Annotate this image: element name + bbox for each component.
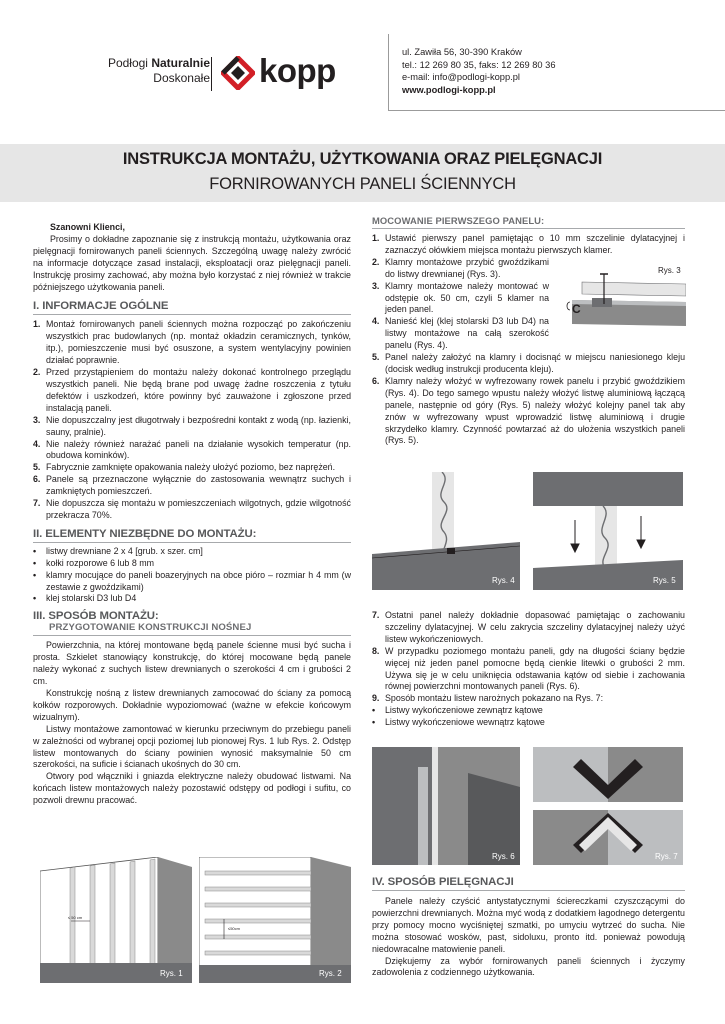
page-subtitle: FORNIROWANYCH PANELI ŚCIENNYCH [209,175,516,193]
tagline-bold: Naturalnie [151,56,210,70]
mounting-rule [372,228,685,229]
next-panel-illustration [533,472,683,590]
list-item: • Listwy wykończeniowe wewnątrz kątowe [372,717,545,728]
figure-rys2 [199,857,351,983]
rys2-label: Rys. 2 [319,969,342,978]
section4-heading: IV. SPOSÓB PIELĘGNACJI [372,876,514,888]
section3-paragraph: Konstrukcję nośną z listew drewnianych zamocować do ściany za pomocą kołków rozporowych. Dokładnie wypoziomować (ważne w efekcie końcowym wizualnym). [33,688,351,722]
list-item: 7. Nie dopuszcza się montażu w pomieszczeniach wilgotnych, gdzie wilgotność przekracza 70%. [33,498,351,520]
list-item: 3. Nie dopuszczalny jest długotrwały i bezpośredni kontakt z wodą (np. łazienki, sauny, pralnie). [33,414,351,437]
greeting: Szanowni Klienci, [50,222,125,232]
right-column-middle [372,610,685,729]
rys2-dimension: ≤50cm [228,926,240,931]
kopp-logo-icon [221,56,255,90]
brand-divider [211,57,212,91]
section3-heading: III. SPOSÓB MONTAŻU: [33,610,159,623]
intro-text: Prosimy o dokładne zapoznanie się z instrukcją montażu, użytkowania oraz pielęgnacji fornirowanych paneli ściennych. Szczególną uwagę należy zwrócić na informacje dotyczące zasad instalacji, eksploatacji oraz pielęgnacji paneli. Instrukcję prosimy zachować, aby można było korzystać z niej również w trakcie późniejszego użytkowania paneli. [33,233,351,292]
rys1-label: Rys. 1 [160,969,183,978]
list-item: 1. Montaż fornirowanych paneli ściennych można rozpocząć po zakończeniu wszystkich prac budowlanych (np. montaż okładzin ceramicznych, tynków, itp.), pomieszczenie musi być osuszone, a system wentylacyjny powinien działać poprawnie. [33,319,351,366]
contact-address: ul. Zawiła 56, 30-390 Kraków [402,47,522,57]
right-column-bottom [372,876,685,979]
left-column [33,222,351,807]
list-item: 6. Panele są przeznaczone wyłącznie do zastosowania wewnątrz suchych i zamkniętych pomieszczeń. [33,474,351,497]
rys6-label: Rys. 6 [492,852,515,861]
list-item: 1. Ustawić pierwszy panel pamiętając o 10 mm szczelinie dylatacyjnej i zaznaczyć ołówkiem miejsca montażu pierwszych klamer. [372,233,685,255]
rys5-label: Rys. 5 [653,576,676,585]
rys7-label: Rys. 7 [655,852,678,861]
list-item: 3. Klamry montażowe należy montować w odstępie ok. 50 cm, czyli 5 klamer na jeden panel. [372,280,549,315]
mounting-heading: MOCOWANIE PIERWSZEGO PANELU: [372,215,545,226]
rys1-dimension: ≤ 50 cm [68,915,83,920]
section3-paragraph: Powierzchnia, na której montowane będą panele ścienne musi być sucha i prosta. Szkielet stanowiący konstrukcję, do której mocowane będą panele należy wykonać z suchych listew drewnianych o szerokości 4 cm i grubości 2 cm. [33,640,351,687]
list-item: • Listwy wykończeniowe zewnątrz kątowe [372,705,543,716]
list-item: 5. Fabrycznie zamknięte opakowania należy ułożyć poziomo, bez naprężeń. [33,462,336,473]
logo-wordmark: kopp [259,52,336,89]
section3-paragraph: Listwy montażowe zamontować w kierunku przeciwnym do przebiegu paneli w zależności od wybranej opcji poziomej lub pionowej Rys. 1 lub Rys. 2. Odstęp listew montowanych do ściany powinien wynosić maksymalnie 50 cm szerokości, na suficie i ścianach ukośnych do 30 cm. [33,723,351,770]
list-item: 8. W przypadku poziomego montażu paneli, gdy na długości ściany będzie więcej niż jeden panel pomocne będą cienkie litewki o grubości 2 mm. Używa się je w celu uniknięcia odstawania kątów od siebie i zachowania równej powierzchni montowanych paneli (Rys. 6). [372,645,685,692]
wall-battens-horizontal-illustration [199,857,351,983]
contact-phone: tel.: 12 269 80 35, faks: 12 269 80 36 [402,59,556,70]
section1-list [33,319,351,521]
section4-paragraph: Panele należy czyścić antystatycznymi ściereczkami czyszczącymi do powierzchni drewnianych. Można myć wodą z dodatkiem łagodnego detergentu przy pomocy mocno wyciśniętej szmatki, po umyciu wytrzeć do sucha. Nie można stosować wosków, past, sidoluxu, pronto itd. ponieważ powodują niedowracalne matowienie paneli. [372,896,685,954]
list-item: 7. Ostatni panel należy dokładnie dopasować pamiętając o zachowaniu szczeliny dylatacyjnej. W celu zakrycia szczeliny dylatacyjnej należy użyć listew wykończeniowych. [372,610,685,644]
horizontal-joint-illustration [372,747,520,865]
section2-rule [33,542,351,543]
figure-rys7 [533,747,683,865]
list-item: • kołki rozporowe 6 lub 8 mm [33,557,155,568]
section4-paragraph: Dziękujemy za wybór fornirowanych paneli ściennych i życzymy zadowolenia z codziennego użytkowania. [372,955,685,978]
list-item: • klej stolarski D3 lub D4 [33,593,137,604]
figure-rys5 [533,472,683,590]
list-item: 4. Nanieść klej (klej stolarski D3 lub D4) na listwy montażowe na całą szerokość panelu (Rys. 4). [372,316,549,351]
section3-paragraph: Otwory pod włączniki i gniazda elektryczne należy obudować listwami. Na końcach listew montażowych należy pozostawić odstępy od podłogi i sufitu, co pozwoli drewnu pracować. [33,771,351,806]
section1-heading: I. INFORMACJE OGÓLNE [33,300,169,313]
list-item: • listwy drewniane 2 x 4 [grub. x szer. cm] [33,545,203,556]
mounting-list-b [372,610,685,729]
contact-web[interactable]: www.podlogi-kopp.pl [402,84,496,95]
wall-battens-vertical-illustration [40,857,192,983]
list-item: 9. Sposób montażu listew narożnych pokazano na Rys. 7: [372,693,604,704]
list-item: 4. Nie należy również narażać paneli na działanie wysokich temperatur (np. obudowa kominków). [33,438,351,461]
corner-trim-illustration [533,747,683,865]
figure-rys6 [372,747,520,865]
figure-rys1 [40,857,192,983]
page-title: INSTRUKCJA MONTAŻU, UŻYTKOWANIA ORAZ PIELĘGNACJI [122,150,603,168]
section3-rule [33,635,351,636]
list-item: 5. Panel należy założyć na klamry i docisnąć w miejscu naniesionego kleju (docisk według instrukcji producenta kleju). [372,352,685,374]
rys4-label: Rys. 4 [492,576,515,585]
list-item: 6. Klamry należy włożyć w wyfrezowany rowek panelu i przybić gwoździkiem (Rys. 4). Do tego samego wpustu należy włożyć listwę aluminiową łączącą panele, następnie od góry (Rys. 5) należy włożyć kolejny panel tak aby znów w wyfrezowany wpust wprowadzić listwę aluminiową i drugie skrzydełko klamry. Czynność powtarzać aż do ułożenia wszystkich paneli (Rys. 5). [372,375,685,446]
list-item: 2. Przed przystąpieniem do montażu należy dokonać kontrolnego przeglądu wszystkich paneli. Nie będą brane pod uwagę żadne roszczenia z tytułu defektów i uszkodzeń, które powinny być zauważone i zgłoszone przed instalacją paneli. [33,367,351,413]
section2-heading: II. ELEMENTY NIEZBĘDNE DO MONTAŻU: [33,527,257,540]
figure-rys3 [562,262,686,332]
figure-rys4 [372,472,520,590]
contact-info [402,46,556,96]
section3-subheading: PRZYGOTOWANIE KONSTRUKCJI NOŚNEJ [49,622,252,634]
contact-email[interactable]: e-mail: info@podlogi-kopp.pl [402,72,520,83]
tagline-prefix: Podłogi [107,56,152,70]
glue-clip-illustration [372,472,520,590]
brand-tagline [60,56,210,86]
list-item: 2. Klamry montażowe przybić gwoździkami do listwy drewnianej (Rys. 3). [372,256,549,279]
section2-list [33,546,351,606]
tagline-line2: Doskonałe [153,71,210,85]
section4-rule [372,890,685,891]
rys3-letter: C [572,302,581,316]
rys3-label: Rys. 3 [658,266,681,275]
section1-rule [33,314,351,315]
list-item: • klamry mocujące do paneli boazeryjnych na obce pióro – rozmiar h 4 mm (w zestawie z gwoździkami) [33,569,351,592]
